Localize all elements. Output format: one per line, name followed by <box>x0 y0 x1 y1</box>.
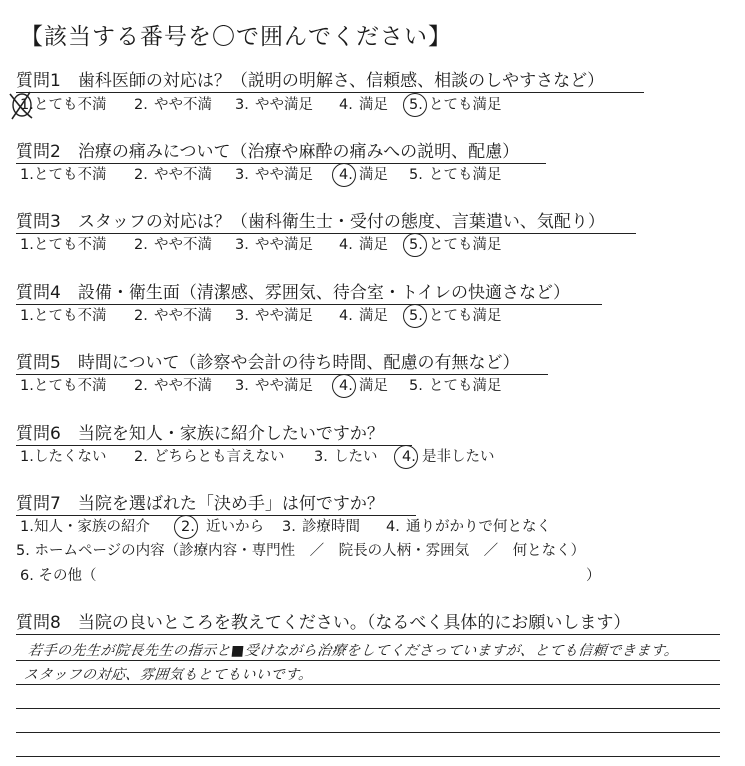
selected-circle-mark <box>332 374 356 398</box>
instruction-heading: 【該当する番号を〇で囲んでください】 <box>20 24 452 50</box>
option-1-number[interactable]: 1. <box>20 449 34 465</box>
option-2-number[interactable]: 2. <box>134 167 148 183</box>
option-3-number[interactable]: 3. <box>235 237 249 253</box>
option-2-label[interactable]: やや不満 <box>154 97 212 113</box>
option-2-number[interactable]: 2. <box>181 519 195 535</box>
question-5-underline <box>16 374 548 375</box>
option-4-number[interactable]: 4. <box>339 97 353 113</box>
question-7-option-6-close: ） <box>586 568 601 584</box>
question-7-underline <box>16 515 416 516</box>
question-7-title: 質問7 当院を選ばれた「決め手」は何ですか？ <box>16 494 384 514</box>
option-3-label[interactable]: やや満足 <box>255 237 313 253</box>
question-3-title: 質問3 スタッフの対応は？（歯科衛生士・受付の態度、言葉遣い、気配り） <box>16 212 605 232</box>
writing-line <box>16 634 720 635</box>
option-3-label[interactable]: やや満足 <box>255 378 313 394</box>
option-1-label[interactable]: とても不満 <box>34 237 107 253</box>
question-4-title: 質問4 設備・衛生面（清潔感、雰囲気、待合室・トイレの快適さなど） <box>16 283 570 303</box>
cross-out-mark-icon <box>6 88 36 122</box>
question-2-underline <box>16 163 546 164</box>
question-1-underline <box>16 92 644 93</box>
option-2-label[interactable]: どちらとも言えない <box>154 449 285 465</box>
option-5-label[interactable]: とても満足 <box>429 378 502 394</box>
option-1-label[interactable]: 知人・家族の紹介 <box>34 519 150 535</box>
option-4-number[interactable]: 4. <box>339 237 353 253</box>
writing-line <box>16 708 720 709</box>
option-1-label[interactable]: とても不満 <box>34 378 107 394</box>
option-4-number[interactable]: 4. <box>339 308 353 324</box>
option-5-label[interactable]: とても満足 <box>429 97 502 113</box>
option-3-number[interactable]: 3. <box>235 378 249 394</box>
question-7-option-6-label[interactable]: 6. その他（ <box>20 568 97 584</box>
question-4-underline <box>16 304 602 305</box>
option-5-number[interactable]: 5. <box>409 308 423 324</box>
selected-circle-mark <box>174 515 198 539</box>
option-2-number[interactable]: 2. <box>134 97 148 113</box>
option-3-label[interactable]: やや満足 <box>255 97 313 113</box>
option-2-label[interactable]: 近いから <box>206 519 264 535</box>
selected-circle-mark <box>403 304 427 328</box>
selected-circle-mark <box>403 233 427 257</box>
handwritten-answer-line-1: 若手の先生が院長先生の指示と■受けながら治療をしてくださっていますが、とても信頼できます。 <box>27 643 680 659</box>
option-2-number[interactable]: 2. <box>134 449 148 465</box>
option-1-label[interactable]: したくない <box>34 449 107 465</box>
writing-line <box>16 732 720 733</box>
option-2-label[interactable]: やや不満 <box>154 308 212 324</box>
option-5-number[interactable]: 5. <box>409 167 423 183</box>
selected-circle-mark <box>403 93 427 117</box>
writing-line <box>16 660 720 661</box>
question-8-title: 質問8 当院の良いところを教えてください。（なるべく具体的にお願いします） <box>16 613 631 633</box>
option-4-label[interactable]: 満足 <box>359 378 388 394</box>
option-3-number[interactable]: 3. <box>314 449 328 465</box>
writing-line <box>16 684 720 685</box>
option-1-number[interactable]: 1. <box>20 237 34 253</box>
option-2-number[interactable]: 2. <box>134 308 148 324</box>
question-6-underline <box>16 445 412 446</box>
option-2-number[interactable]: 2. <box>134 237 148 253</box>
option-2-label[interactable]: やや不満 <box>154 167 212 183</box>
option-1-number[interactable]: 1. <box>20 167 34 183</box>
question-7-option-5[interactable]: 5. ホームページの内容（診療内容・専門性 ／ 院長の人柄・雰囲気 ／ 何となく） <box>16 543 586 559</box>
option-4-label[interactable]: 是非したい <box>422 449 495 465</box>
option-2-label[interactable]: やや不満 <box>154 237 212 253</box>
option-5-number[interactable]: 5. <box>409 378 423 394</box>
option-4-label[interactable]: 満足 <box>359 237 388 253</box>
selected-circle-mark <box>394 445 418 469</box>
handwritten-answer-line-2: スタッフの対応、雰囲気もとてもいいです。 <box>23 667 314 683</box>
option-4-label[interactable]: 満足 <box>359 167 388 183</box>
option-1-number[interactable]: 1. <box>20 308 34 324</box>
option-5-label[interactable]: とても満足 <box>429 308 502 324</box>
option-1-label[interactable]: とても不満 <box>34 97 107 113</box>
selected-circle-mark <box>332 163 356 187</box>
option-4-number[interactable]: 4. <box>339 378 353 394</box>
option-2-number[interactable]: 2. <box>134 378 148 394</box>
option-5-label[interactable]: とても満足 <box>429 167 502 183</box>
option-1-label[interactable]: とても不満 <box>34 308 107 324</box>
option-4-label[interactable]: 満足 <box>359 97 388 113</box>
option-1-label[interactable]: とても不満 <box>34 167 107 183</box>
option-3-number[interactable]: 3. <box>282 519 296 535</box>
question-6-title: 質問6 当院を知人・家族に紹介したいですか？ <box>16 424 384 444</box>
option-3-label[interactable]: やや満足 <box>255 167 313 183</box>
option-4-number[interactable]: 4. <box>386 519 400 535</box>
option-3-label[interactable]: やや満足 <box>255 308 313 324</box>
option-2-label[interactable]: やや不満 <box>154 378 212 394</box>
option-3-number[interactable]: 3. <box>235 97 249 113</box>
question-3-underline <box>16 233 636 234</box>
option-1-number[interactable]: 1. <box>20 378 34 394</box>
question-2-title: 質問2 治療の痛みについて（治療や麻酔の痛みへの説明、配慮） <box>16 142 520 162</box>
option-3-number[interactable]: 3. <box>235 167 249 183</box>
option-5-number[interactable]: 5. <box>409 97 423 113</box>
option-5-label[interactable]: とても満足 <box>429 237 502 253</box>
option-5-number[interactable]: 5. <box>409 237 423 253</box>
option-1-number[interactable]: 1. <box>20 97 34 113</box>
writing-line <box>16 756 720 757</box>
option-4-number[interactable]: 4. <box>402 449 416 465</box>
option-3-label[interactable]: したい <box>334 449 378 465</box>
option-4-label[interactable]: 満足 <box>359 308 388 324</box>
question-5-title: 質問5 時間について（診察や会計の待ち時間、配慮の有無など） <box>16 353 520 373</box>
question-1-title: 質問1 歯科医師の対応は？（説明の明解さ、信頼感、相談のしやすさなど） <box>16 71 605 91</box>
option-4-number[interactable]: 4. <box>339 167 353 183</box>
option-4-label[interactable]: 通りがかりで何となく <box>406 519 551 535</box>
option-3-label[interactable]: 診療時間 <box>302 519 360 535</box>
option-1-number[interactable]: 1. <box>20 519 34 535</box>
option-3-number[interactable]: 3. <box>235 308 249 324</box>
